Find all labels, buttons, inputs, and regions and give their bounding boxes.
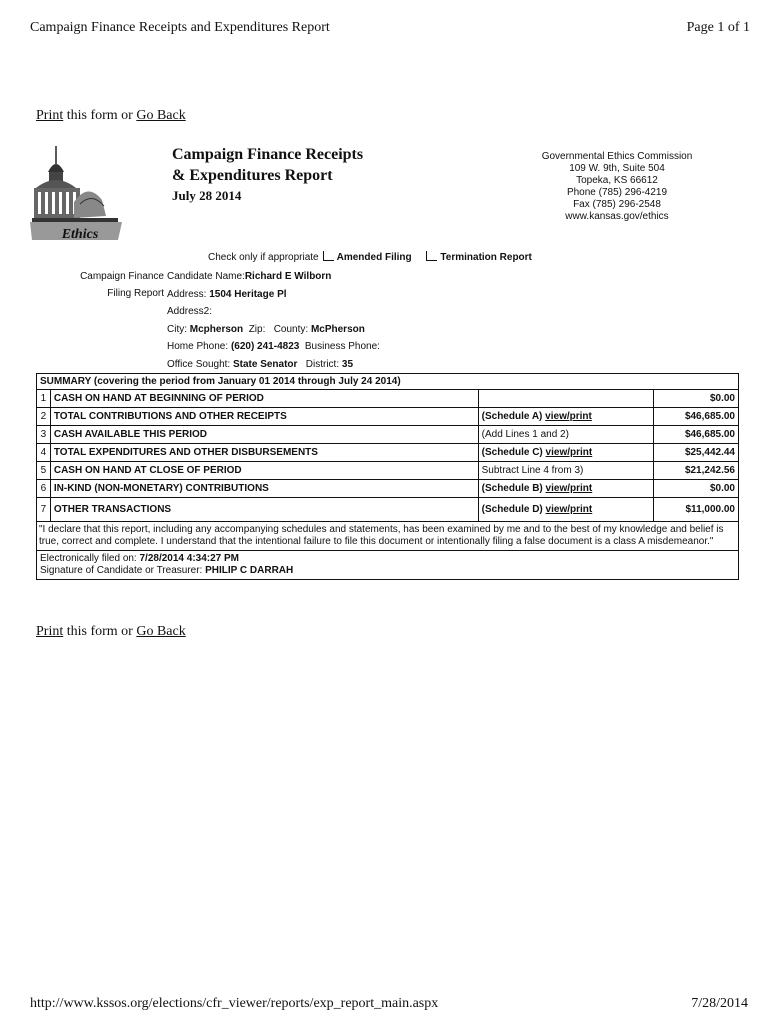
filed-on-value: 7/28/2014 4:34:27 PM [139, 553, 240, 564]
check-label: Check only if appropriate [208, 252, 319, 263]
report-title-line1: Campaign Finance Receipts [172, 146, 364, 163]
filing-label-line2: Filing Report [107, 288, 164, 299]
schedule-text: (Schedule D) [481, 504, 546, 515]
commission-phone: Phone (785) 296-4219 [566, 187, 668, 198]
row-number: 5 [37, 462, 51, 480]
amended-filing-checkbox[interactable] [323, 251, 334, 261]
row-schedule [478, 408, 653, 426]
nav-separator-text: this form or [63, 624, 137, 639]
row-label: CASH ON HAND AT BEGINNING OF PERIOD [50, 390, 478, 408]
report-title-line2: & Expenditures Report [172, 167, 333, 184]
row-schedule [478, 444, 653, 462]
candidate-address-row [167, 286, 380, 304]
page-header-title: Campaign Finance Receipts and Expenditures Report [30, 20, 330, 35]
business-phone-label: Business Phone: [304, 341, 380, 352]
filed-on-line [40, 553, 735, 565]
row-schedule: (Add Lines 1 and 2) [478, 426, 653, 444]
row-label: CASH AVAILABLE THIS PERIOD [50, 426, 478, 444]
row-amount: $0.00 [653, 480, 738, 498]
row-amount: $0.00 [653, 390, 738, 408]
candidate-address2-row [167, 303, 380, 321]
summary-table [36, 373, 739, 580]
row-number: 4 [37, 444, 51, 462]
table-row [37, 498, 739, 522]
declaration-text: "I declare that this report, including any accompanying schedules and statements, has been examined by me and to the best of my knowledge and belief is true, correct and complete. I understand that the intentional failure to file this document or intentionally filing a false document is a class A misdemeanor." [37, 522, 739, 551]
row-label: IN-KIND (NON-MONETARY) CONTRIBUTIONS [50, 480, 478, 498]
summary-heading-row [37, 374, 739, 390]
nav-links-bottom [36, 624, 186, 640]
nav-separator-text: this form or [63, 108, 137, 123]
filing-info [37, 551, 739, 580]
zip-label: Zip: [248, 323, 266, 335]
page-number: Page 1 of 1 [686, 20, 750, 35]
amended-filing-label: Amended Filing [336, 252, 412, 263]
district-label: District: [305, 358, 342, 370]
filing-label-line1: Campaign Finance [80, 271, 164, 282]
row-amount: $21,242.56 [653, 462, 738, 480]
row-number: 3 [37, 426, 51, 444]
row-schedule: Subtract Line 4 from 3) [478, 462, 653, 480]
city-label: City: [167, 323, 190, 335]
candidate-name-row [167, 268, 380, 286]
row-number: 6 [37, 480, 51, 498]
address2-label: Address2: [167, 306, 213, 317]
row-schedule [478, 480, 653, 498]
signature-label: Signature of Candidate or Treasurer: [40, 565, 206, 576]
signature-line [40, 565, 735, 577]
commission-website: www.kansas.gov/ethics [565, 211, 669, 222]
table-row [37, 462, 739, 480]
candidate-name: Richard E Wilborn [244, 271, 332, 282]
row-number: 7 [37, 498, 51, 522]
report-heading [172, 144, 363, 206]
candidate-address: 1504 Heritage Pl [209, 288, 287, 300]
candidate-office-row [167, 356, 380, 374]
schedule-text: (Schedule A) [481, 411, 546, 422]
table-row [37, 480, 739, 498]
address-label: Address: [167, 288, 210, 300]
schedule-b-view-print-link[interactable]: view/print [545, 483, 593, 494]
print-link[interactable]: Print [36, 108, 64, 123]
schedule-text: (Schedule B) [481, 483, 546, 494]
signature-value: PHILIP C DARRAH [205, 565, 294, 576]
seal-ethics-text: Ethics [61, 227, 99, 242]
declaration-row [37, 522, 739, 551]
go-back-link[interactable]: Go Back [136, 108, 186, 123]
row-label: TOTAL CONTRIBUTIONS AND OTHER RECEIPTS [50, 408, 478, 426]
commission-street: 109 W. 9th, Suite 504 [569, 163, 665, 174]
row-amount: $25,442.44 [653, 444, 738, 462]
office-label: Office Sought: [167, 358, 233, 370]
report-date: July 28 2014 [172, 188, 242, 203]
print-link[interactable]: Print [36, 624, 64, 639]
row-amount: $46,685.00 [653, 426, 738, 444]
termination-report-checkbox[interactable] [426, 251, 437, 261]
row-number: 2 [37, 408, 51, 426]
commission-address-block [512, 151, 722, 223]
candidate-county: McPherson [310, 323, 365, 335]
row-number: 1 [37, 390, 51, 408]
table-row [37, 390, 739, 408]
commission-city: Topeka, KS 66612 [576, 175, 658, 186]
schedule-text: (Schedule C) [481, 447, 546, 458]
candidate-district: 35 [341, 358, 354, 370]
schedule-d-view-print-link[interactable]: view/print [545, 504, 593, 515]
summary-heading: SUMMARY (covering the period from January 01 2014 through July 24 2014) [37, 374, 739, 390]
candidate-office: State Senator [232, 358, 298, 370]
footer-url: http://www.kssos.org/elections/cfr_viewer/reports/exp_report_main.aspx [30, 996, 439, 1011]
row-amount: $46,685.00 [653, 408, 738, 426]
schedule-a-view-print-link[interactable]: view/print [545, 411, 592, 422]
row-schedule [478, 390, 653, 408]
candidate-phone-row [167, 338, 380, 356]
go-back-link[interactable]: Go Back [136, 624, 186, 639]
home-phone-label: Home Phone: [167, 341, 231, 352]
table-row [37, 408, 739, 426]
filing-report-label [66, 268, 164, 302]
row-label: OTHER TRANSACTIONS [50, 498, 478, 522]
termination-report-label: Termination Report [440, 252, 532, 263]
filing-type-row [208, 251, 532, 263]
row-label: TOTAL EXPENDITURES AND OTHER DISBURSEMENTS [50, 444, 478, 462]
candidate-city: Mcpherson [189, 323, 244, 335]
table-row [37, 426, 739, 444]
county-label: County: [273, 323, 311, 335]
row-amount: $11,000.00 [653, 498, 738, 522]
candidate-name-label: Candidate Name: [167, 271, 245, 282]
table-row [37, 444, 739, 462]
filed-on-label: Electronically filed on: [40, 553, 140, 564]
row-schedule [478, 498, 653, 522]
schedule-c-view-print-link[interactable]: view/print [545, 447, 593, 458]
capitol-seal-icon [30, 142, 122, 242]
filing-signature-row [37, 551, 739, 580]
footer-date: 7/28/2014 [691, 996, 748, 1011]
nav-links-top [36, 108, 186, 124]
commission-fax: Fax (785) 296-2548 [573, 199, 661, 210]
commission-name: Governmental Ethics Commission [541, 151, 693, 162]
candidate-home-phone: (620) 241-4823 [230, 341, 300, 352]
row-label: CASH ON HAND AT CLOSE OF PERIOD [50, 462, 478, 480]
candidate-city-row [167, 321, 380, 339]
candidate-info [167, 268, 380, 373]
